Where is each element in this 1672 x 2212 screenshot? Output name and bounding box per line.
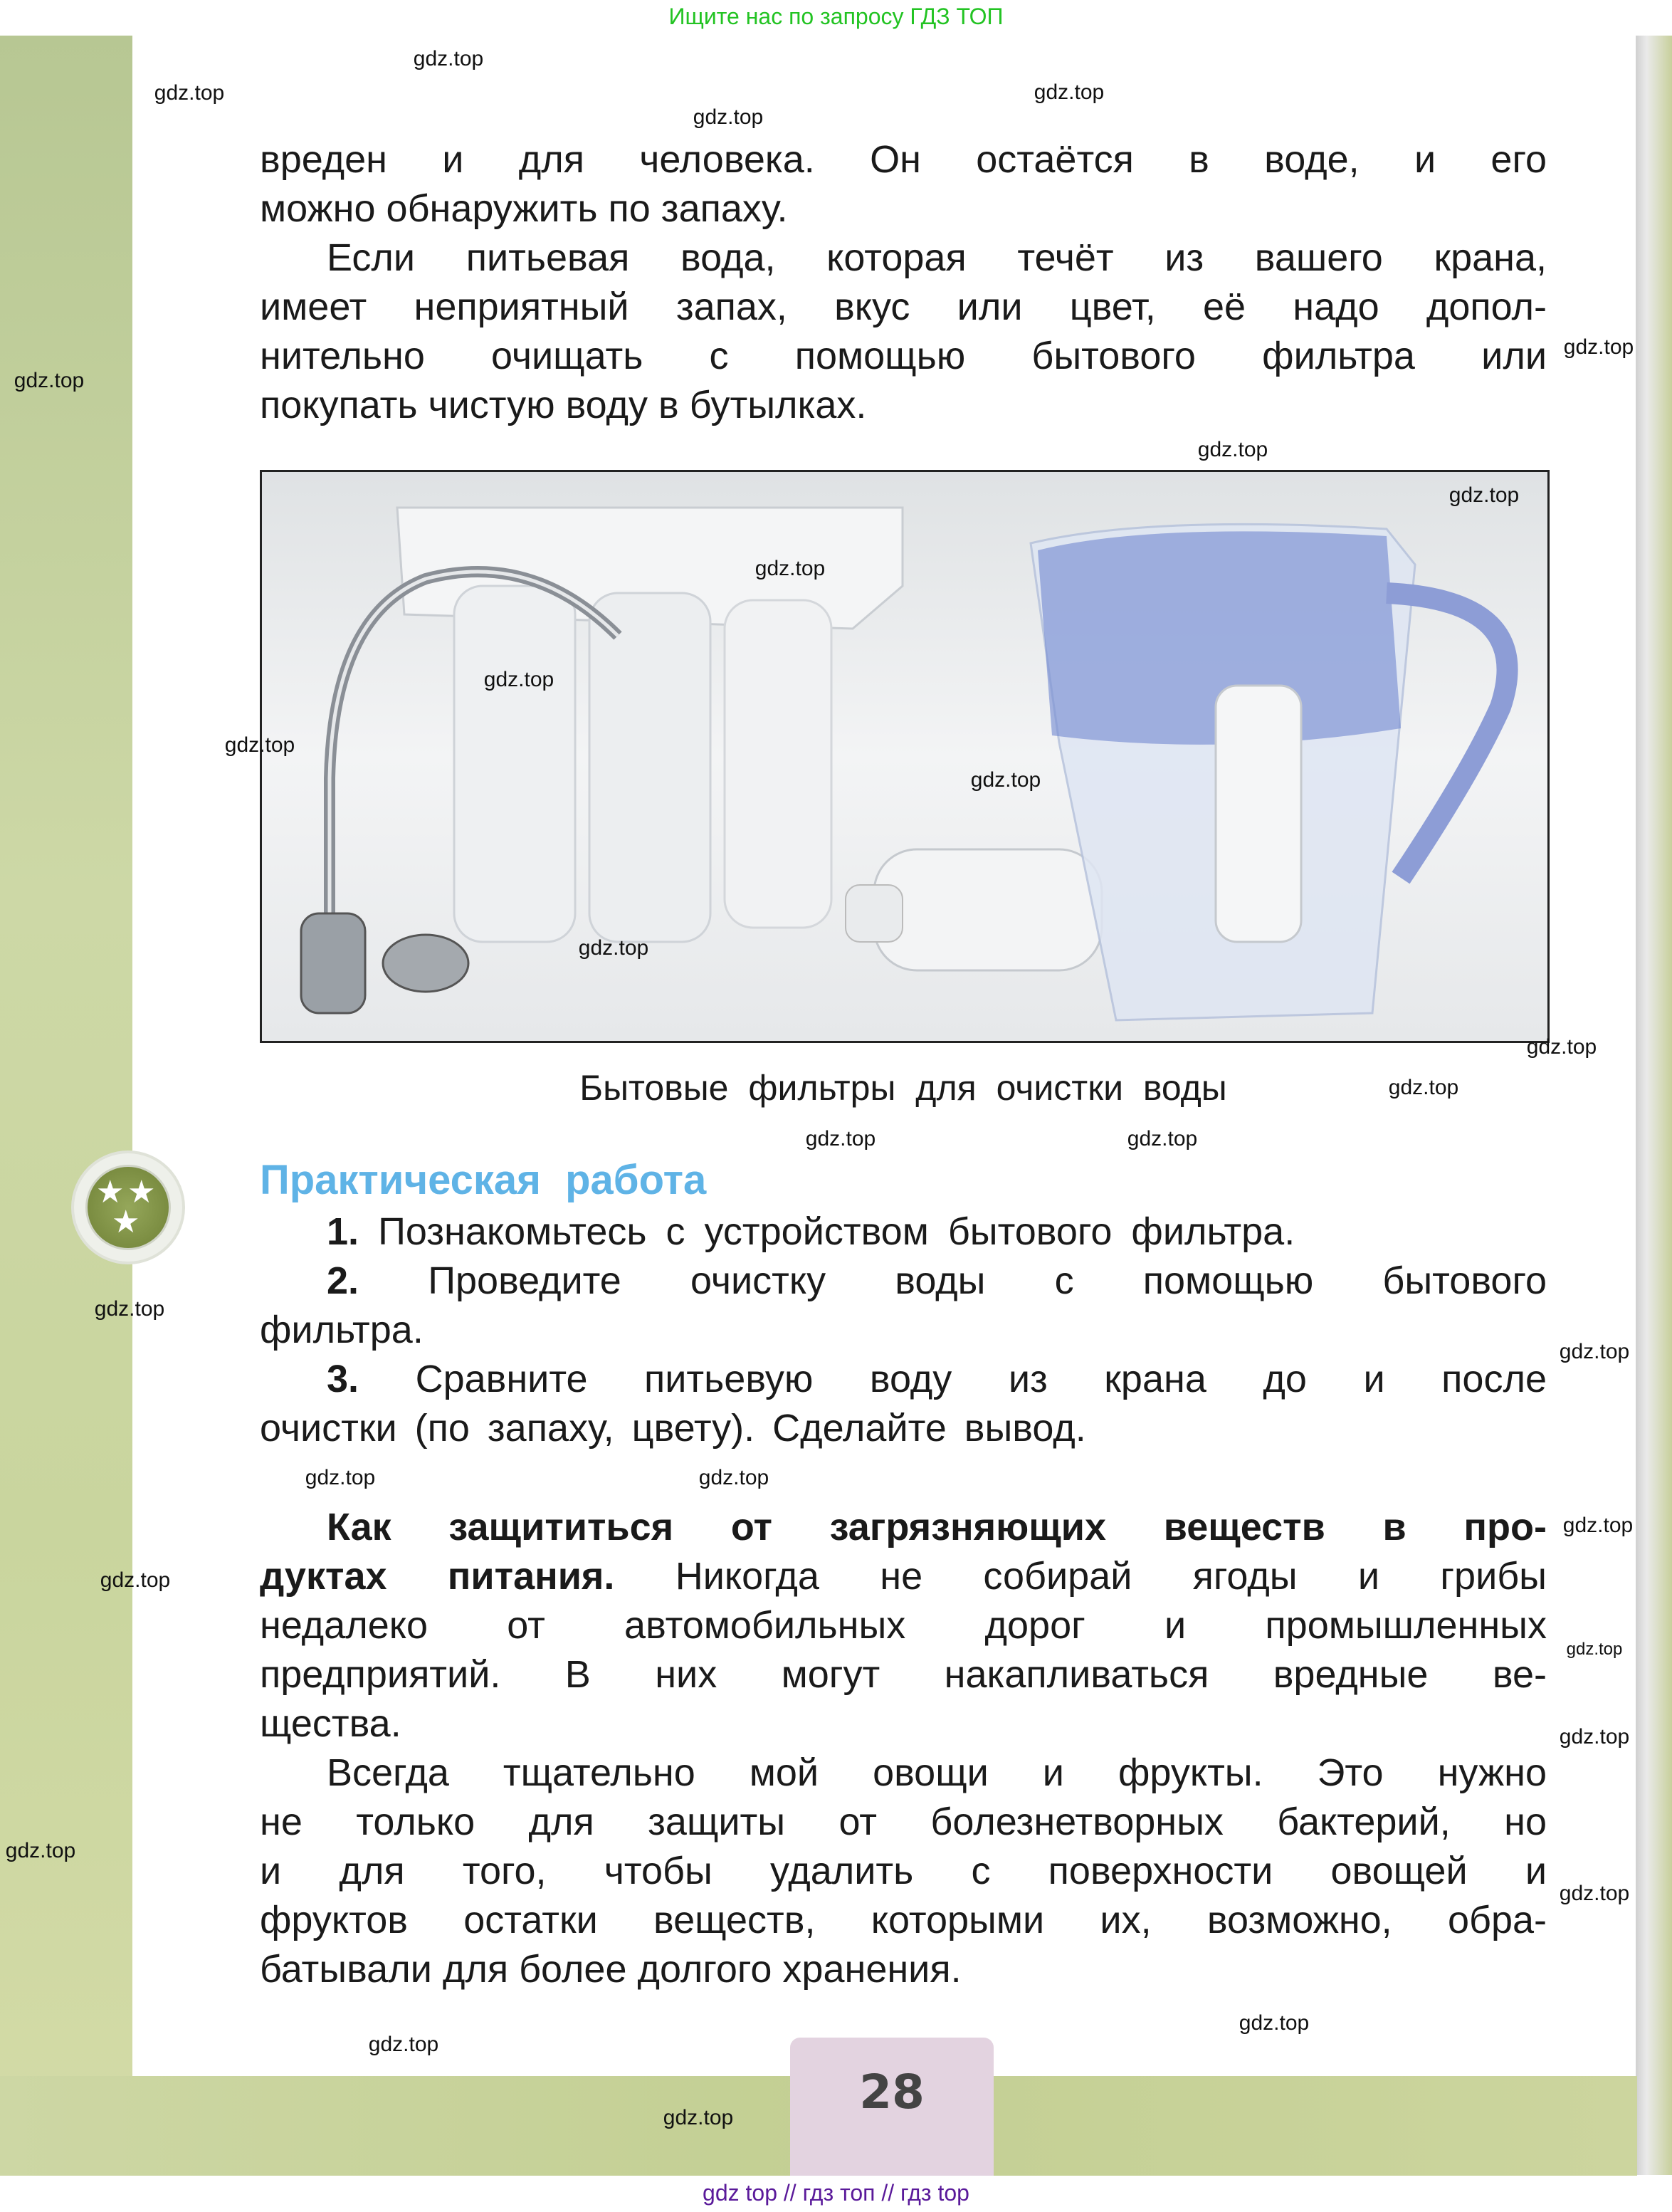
watermark: gdz.top [1388, 1076, 1459, 1099]
watermark: gdz.top [224, 733, 295, 757]
watermark: gdz.top [1526, 1035, 1597, 1059]
text-line: можно обнаружить по запаху. [260, 187, 788, 230]
text-line: батывали для более долгого хранения. [260, 1948, 962, 1991]
figure-caption: Бытовые фильтры для очистки воды [579, 1068, 1227, 1108]
watermark: gdz.top [1566, 1640, 1623, 1659]
watermark: gdz.top [805, 1127, 876, 1150]
text-line: Если питьевая вода, которая течёт из вашего крана, [327, 236, 1547, 279]
watermark: gdz.top [970, 768, 1041, 792]
watermark: gdz.top [483, 668, 554, 691]
watermark: gdz.top [368, 2033, 439, 2056]
item-number: 1. [327, 1210, 359, 1253]
watermark: gdz.top [1563, 335, 1634, 359]
watermark: gdz.top [305, 1466, 376, 1489]
watermark: gdz.top [1034, 80, 1105, 104]
item-number: 3. [327, 1358, 359, 1400]
watermark: gdz.top [663, 2106, 734, 2129]
list-item [260, 1257, 1547, 1306]
text-line: недалеко от автомобильных дорог и промышленных [260, 1604, 1547, 1647]
watermark: gdz.top [1127, 1127, 1198, 1150]
list-item [260, 1355, 1547, 1404]
paragraph-3 [260, 1503, 1547, 1994]
text-line: щества. [260, 1702, 401, 1745]
watermark: gdz.top [754, 557, 826, 580]
text-line: фильтра. [260, 1309, 424, 1351]
watermark: gdz.top [14, 369, 85, 392]
item-number: 2. [327, 1259, 359, 1302]
watermark: gdz.top [693, 105, 764, 129]
top-banner: Ищите нас по запросу ГДЗ ТОП [0, 0, 1672, 36]
text-line: вреден и для человека. Он остаётся в воде, и его [260, 138, 1547, 181]
text-line: фруктов остатки веществ, которыми их, возможно, обра- [260, 1899, 1547, 1941]
text-line: предприятий. В них могут накапливаться вредные ве- [260, 1653, 1547, 1696]
footer-watermark: gdz top // гдз топ // гдз top [0, 2176, 1672, 2212]
filter-pitcher [1031, 524, 1508, 1020]
watermark: gdz.top [1559, 1725, 1630, 1749]
page-number: 28 [859, 2065, 925, 2119]
watermark: gdz.top [1559, 1882, 1630, 1905]
bold-heading: Как защититься от загрязняющих веществ в про- [327, 1506, 1547, 1548]
list-item [260, 1207, 1547, 1257]
three-stars-icon: ★ ★ ★ [85, 1165, 171, 1250]
watermark: gdz.top [1559, 1340, 1630, 1363]
text-line: и для того, чтобы удалить с поверхности овощей и [260, 1850, 1547, 1892]
text-line [260, 1503, 1547, 1552]
practical-work-badge [74, 1153, 182, 1262]
right-page-edge [1636, 36, 1672, 2175]
watermark: gdz.top [94, 1297, 165, 1321]
practical-work-list [260, 1207, 1547, 1453]
text-line: нительно очищать с помощью бытового фильтра или [260, 335, 1547, 377]
watermark: gdz.top [100, 1568, 171, 1592]
watermark: gdz.top [578, 936, 649, 960]
item-text: Познакомьтесь с устройством бытового фильтра. [378, 1210, 1295, 1253]
watermark: gdz.top [413, 47, 484, 70]
watermark: gdz.top [698, 1466, 769, 1489]
text-line: покупать чистую воду в бутылках. [260, 384, 867, 426]
text-line: очистки (по запаху, цвету). Сделайте вывод. [260, 1407, 1086, 1450]
household-filters-photo [260, 470, 1550, 1043]
filter-cartridge [846, 849, 1102, 970]
watermark: gdz.top [1239, 2011, 1310, 2035]
text-line: не только для защиты от болезнетворных бактерий, но [260, 1800, 1547, 1843]
text-line: имеет неприятный запах, вкус или цвет, её надо допол- [260, 285, 1547, 328]
watermark: gdz.top [1197, 438, 1268, 461]
paragraph-1 [260, 135, 1547, 430]
watermark: gdz.top [1448, 483, 1520, 507]
item-text: Сравните питьевую воду из крана до и после [415, 1358, 1547, 1400]
text-line: Всегда тщательно мой овощи и фрукты. Это нужно [327, 1751, 1547, 1794]
text-line [260, 1552, 1547, 1601]
item-text: Проведите очистку воды с помощью бытового [428, 1259, 1547, 1302]
bold-heading: дуктах питания. [260, 1555, 615, 1598]
watermark: gdz.top [154, 81, 225, 105]
filters-illustration [262, 472, 1547, 1041]
practical-work-heading: Практическая работа [260, 1157, 707, 1203]
watermark: gdz.top [5, 1839, 76, 1862]
text-fragment: Никогда не собирай ягоды и грибы [614, 1555, 1547, 1598]
watermark: gdz.top [1562, 1514, 1634, 1537]
